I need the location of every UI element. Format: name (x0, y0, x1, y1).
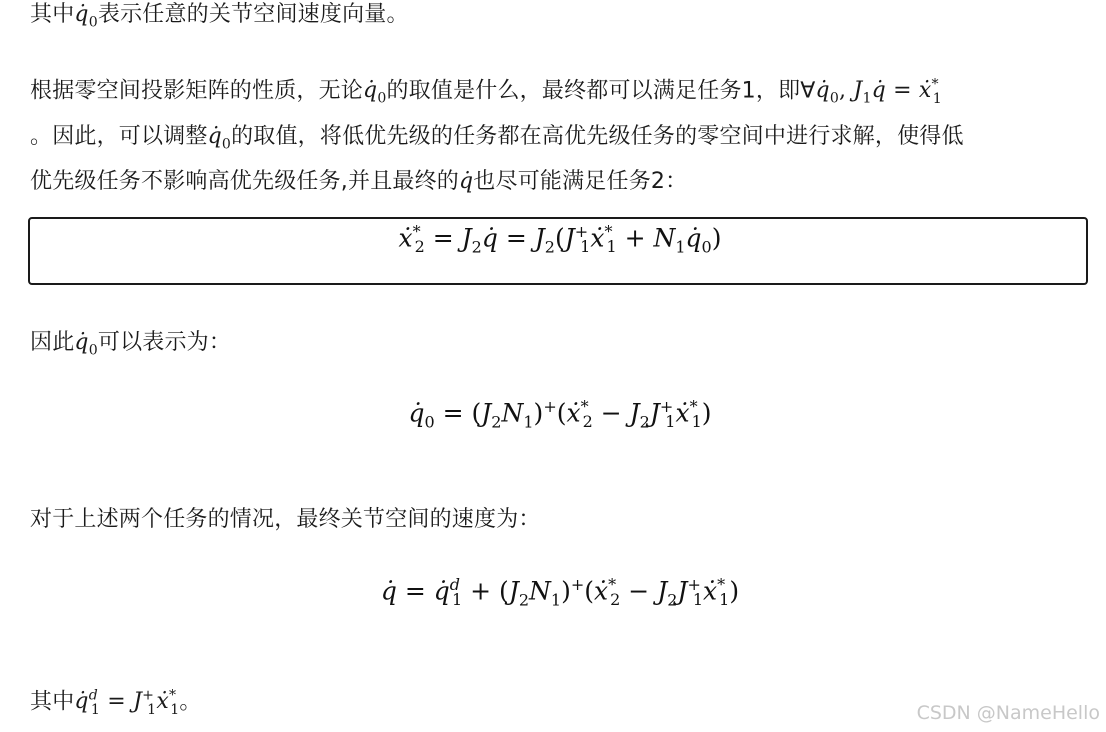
text-segment: 其中 (30, 689, 75, 715)
text-segment: 可以表示为： (97, 330, 232, 355)
math-qdot0: $q̇_0$ (363, 78, 387, 107)
equation-qdot-final: q̇ = q̇$^d_1$ + $(J_2N_1)^+(ẋ^*_2$ − $J_2J^+_1ẋ^*_1$) (380, 575, 740, 610)
math-qdot0: $q̇_0$ (74, 2, 98, 31)
csdn-watermark: CSDN @NameHello (916, 702, 1100, 724)
paragraph-line (30, 163, 1076, 200)
text-segment: 根据零空间投影矩阵的性质，无论 (30, 78, 364, 104)
math-qdot0: $q̇_0$ (207, 123, 232, 153)
math-qdot1d-equation: q̇$^d_1$ = $J^+_1ẋ^*_1$ (74, 688, 180, 718)
text-segment: 。 (179, 689, 202, 715)
paragraph-line (30, 118, 1076, 163)
paragraph-line (30, 67, 1076, 118)
equation-task2: ẋ*$_2$ = $J_2q̇$ = $J_2(J^+_1ẋ^*_1$ + $N_1q̇_0$) (398, 222, 722, 257)
paragraph-qdot0-expression-intro (30, 324, 1076, 369)
equation-qdot0: $q̇_0$ = $(J_2N_1)^+(ẋ^*_2$ − $J_2J^+_1ẋ^*_1$) (408, 397, 712, 432)
text-segment: 对于上述两个任务的情况，最终关节空间的速度为： (30, 507, 541, 532)
text-segment: 。因此，可以调整 (30, 123, 208, 149)
paragraph-final-velocity-intro (30, 501, 1076, 538)
math-qdot0: $q̇_0$ (74, 330, 98, 359)
text-segment: 优先级任务不影响高优先级任务,并且最终的 (30, 169, 459, 195)
text-segment: 因此 (30, 330, 75, 355)
text-segment: 也尽可能满足任务2： (473, 169, 688, 195)
text-segment: 其中 (30, 2, 75, 27)
paragraph-null-space-property (30, 67, 1076, 200)
math-task1-condition: $q̇_0$, $J_1q̇$ = ẋ*$_1$ (815, 77, 942, 107)
paragraph-qdot0-definition (30, 0, 1076, 41)
math-qdot: q̇ (459, 169, 474, 195)
text-segment: 表示任意的关节空间速度向量。 (97, 2, 409, 27)
text-segment: 的取值是什么，最终都可以满足任务1，即∀ (386, 78, 816, 104)
text-segment: 的取值，将低优先级的任务都在高优先级任务的零空间中进行求解，使得低 (231, 123, 964, 149)
